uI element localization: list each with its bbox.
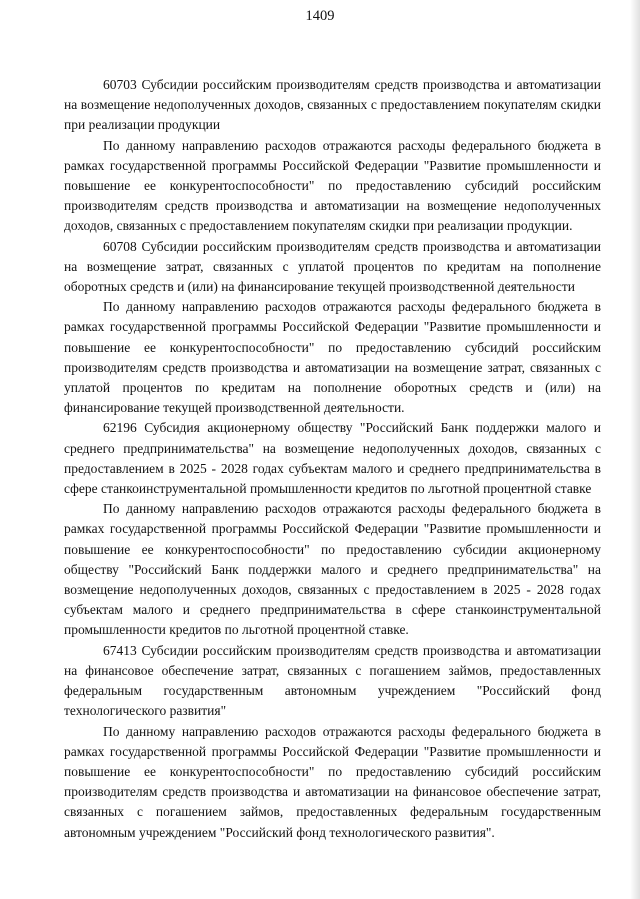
document-body	[64, 75, 601, 843]
scan-edge-shadow	[630, 0, 640, 899]
paragraph-67413-title: 67413 Субсидии российским производителям средств производства и автоматизации на финансовое обеспечение затрат, связанных с погашением займов, предоставленных федеральным государственным автономным учреждением "Российский фонд технологического развития"	[64, 642, 601, 719]
paragraph-60708-title: 60708 Субсидии российским производителям средств производства и автоматизации на возмещение затрат, связанных с уплатой процентов по кредитам на пополнение оборотных средств и (или) на финансирование текущей производственной деятельности	[64, 238, 601, 295]
paragraph-67413-description: По данному направлению расходов отражаются расходы федерального бюджета в рамках государственной программы Российской Федерации "Развитие промышленности и повышение ее конкурентоспособности" по предоставлению субсидий российским производителям средств производства и автоматизации на финансовое обеспечение затрат, связанных с погашением займов, предоставленных федеральным государственным автономным учреждением "Российский фонд технологического развития".	[64, 723, 601, 840]
paragraph-60708-description: По данному направлению расходов отражаются расходы федерального бюджета в рамках государственной программы Российской Федерации "Развитие промышленности и повышение ее конкурентоспособности" по предоставлению субсидий российским производителям средств производства и автоматизации на возмещение затрат, связанных с уплатой процентов по кредитам на пополнение оборотных средств и (или) на финансирование текущей производственной деятельности.	[64, 299, 601, 416]
paragraph-62196-title: 62196 Субсидия акционерному обществу "Российский Банк поддержки малого и среднего предпринимательства" на возмещение недополученных доходов, связанных с предоставлением в 2025 - 2028 годах субъектам малого и среднего предпринимательства в сфере станкоинструментальной промышленности кредитов по льготной процентной ставке	[64, 420, 601, 497]
paragraph-62196-description: По данному направлению расходов отражаются расходы федерального бюджета в рамках государственной программы Российской Федерации "Развитие промышленности и повышение ее конкурентоспособности" по предоставлению субсидии акционерному обществу "Российский Банк поддержки малого и среднего предпринимательства" на возмещение недополученных доходов, связанных с предоставлением в 2025 - 2028 годах субъектам малого и среднего предпринимательства в сфере станкоинструментальной промышленности кредитов по льготной процентной ставке.	[64, 501, 601, 638]
paragraph-60703-title: 60703 Субсидии российским производителям средств производства и автоматизации на возмещение недополученных доходов, связанных с предоставлением покупателям скидки при реализации продукции	[64, 77, 601, 133]
page-number: 1409	[305, 8, 335, 24]
paragraph-60703-description: По данному направлению расходов отражаются расходы федерального бюджета в рамках государственной программы Российской Федерации "Развитие промышленности и повышение ее конкурентоспособности" по предоставлению субсидий российским производителям средств производства и автоматизации на возмещение недополученных доходов, связанных с предоставлением покупателям скидки при реализации продукции.	[64, 137, 601, 234]
